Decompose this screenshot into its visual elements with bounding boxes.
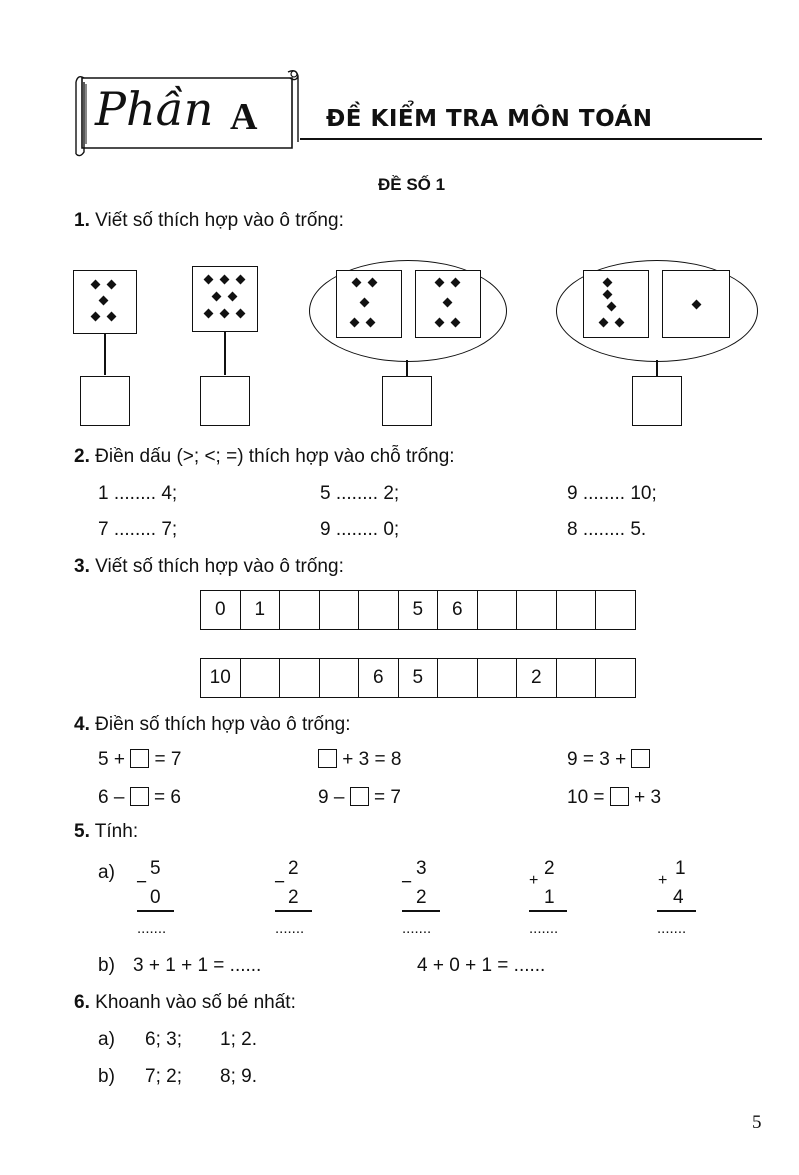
number-cell[interactable]: [280, 659, 320, 697]
equation-left: 9 = 3 +: [567, 749, 632, 770]
equation-left: 6 –: [98, 787, 130, 808]
operator: −: [136, 872, 148, 893]
expression: 4 + 0 + 1 = ......: [417, 955, 546, 976]
dot: [91, 280, 101, 290]
blank-box[interactable]: [350, 787, 369, 806]
blank-box[interactable]: [130, 787, 149, 806]
number-group: 1; 2.: [220, 1029, 257, 1050]
question-number: 6.: [74, 992, 90, 1013]
part-a-label: a): [98, 862, 115, 883]
fill-equation: [98, 749, 181, 771]
connector-line: [656, 360, 658, 376]
question-text: Tính:: [94, 821, 139, 842]
compare-item: 1 ........ 4;: [98, 483, 178, 504]
dice-card: [73, 270, 137, 334]
dot: [368, 278, 378, 288]
fill-equation: [98, 787, 181, 809]
number-row-2: [200, 658, 636, 698]
dot: [350, 318, 360, 328]
operand-top: 2: [544, 858, 555, 879]
number-cell[interactable]: 1: [241, 591, 281, 629]
number-cell[interactable]: [557, 659, 597, 697]
operand-bottom: 4: [673, 887, 684, 908]
blank-box[interactable]: [631, 749, 650, 768]
dot: [603, 278, 613, 288]
number-cell[interactable]: [517, 591, 557, 629]
question-text: Điền số thích hợp vào ô trống:: [95, 714, 351, 735]
question-number: 3.: [74, 556, 90, 577]
number-cell[interactable]: 10: [201, 659, 241, 697]
dot: [451, 278, 461, 288]
question-text: Viết số thích hợp vào ô trống:: [95, 556, 344, 577]
dot: [615, 318, 625, 328]
dot: [435, 318, 445, 328]
operand-bottom: 0: [150, 887, 161, 908]
number-cell[interactable]: [557, 591, 597, 629]
operand-top: 3: [416, 858, 427, 879]
dice-card: [583, 270, 649, 338]
question-5: [74, 821, 138, 843]
dot: [99, 296, 109, 306]
compare-item: 9 ........ 10;: [567, 483, 657, 504]
expression: 3 + 1 + 1 = ......: [133, 955, 262, 976]
question-number: 2.: [74, 446, 90, 467]
answer-box[interactable]: [200, 376, 250, 426]
answer-dots[interactable]: .......: [275, 920, 305, 937]
dot: [91, 312, 101, 322]
compare-item: 5 ........ 2;: [320, 483, 400, 504]
fill-equation: [567, 787, 661, 809]
dot: [220, 275, 230, 285]
operator: −: [274, 872, 286, 893]
dot: [443, 298, 453, 308]
compare-item: 8 ........ 5.: [567, 519, 647, 540]
dot: [236, 309, 246, 319]
equation-right: = 6: [148, 787, 181, 808]
number-group: 6; 3;: [145, 1029, 182, 1050]
question-number: 4.: [74, 714, 90, 735]
dot: [451, 318, 461, 328]
operand-top: 1: [675, 858, 686, 879]
question-number: 5.: [74, 821, 90, 842]
number-group: 7; 2;: [145, 1066, 182, 1087]
dice-card: [336, 270, 402, 338]
dot: [607, 302, 617, 312]
question-4: [74, 714, 351, 736]
blank-box[interactable]: [318, 749, 337, 768]
number-cell[interactable]: 5: [399, 659, 439, 697]
section-script-label: Phần: [95, 82, 214, 136]
operand-bottom: 2: [416, 887, 427, 908]
dot: [107, 312, 117, 322]
dot: [599, 318, 609, 328]
operator: −: [401, 872, 413, 893]
number-cell[interactable]: [478, 591, 518, 629]
number-cell[interactable]: [596, 591, 635, 629]
section-letter: A: [230, 96, 258, 138]
operand-bottom: 1: [544, 887, 555, 908]
answer-box[interactable]: [632, 376, 682, 426]
number-cell[interactable]: 6: [359, 659, 399, 697]
number-cell[interactable]: [596, 659, 635, 697]
dot: [692, 300, 702, 310]
part-b-label: b): [98, 955, 115, 976]
number-cell[interactable]: [320, 659, 360, 697]
equation-left: 9 –: [318, 787, 350, 808]
dice-card: [415, 270, 481, 338]
dot: [228, 292, 238, 302]
question-1: [74, 210, 344, 232]
number-cell[interactable]: 5: [399, 591, 439, 629]
question-text: Viết số thích hợp vào ô trống:: [95, 210, 344, 231]
answer-dots[interactable]: .......: [402, 920, 432, 937]
dot: [366, 318, 376, 328]
connector-line: [406, 360, 408, 376]
number-cell[interactable]: [241, 659, 281, 697]
number-cell[interactable]: 2: [517, 659, 557, 697]
number-cell[interactable]: [478, 659, 518, 697]
compare-item: 7 ........ 7;: [98, 519, 178, 540]
answer-dots[interactable]: .......: [657, 920, 687, 937]
dot: [352, 278, 362, 288]
title-underline: [300, 138, 762, 140]
number-row-1: [200, 590, 636, 630]
number-cell[interactable]: 0: [201, 591, 241, 629]
dice-card: [662, 270, 730, 338]
dot: [107, 280, 117, 290]
part-a-label: a): [98, 1029, 115, 1050]
equation-right: = 7: [368, 787, 401, 808]
answer-box[interactable]: [80, 376, 130, 426]
sum-line: [137, 910, 174, 912]
sum-line: [529, 910, 567, 912]
exam-number: ĐỀ SỐ 1: [378, 175, 446, 194]
operator: +: [658, 872, 668, 889]
connector-line: [104, 333, 106, 375]
question-6: [74, 992, 296, 1014]
equation-right: + 3 = 8: [337, 749, 402, 770]
number-cell[interactable]: [359, 591, 399, 629]
number-cell[interactable]: 6: [438, 591, 478, 629]
fill-equation: [318, 787, 401, 809]
fill-equation: [567, 749, 650, 771]
equation-right: + 3: [628, 787, 662, 808]
compare-item: 9 ........ 0;: [320, 519, 400, 540]
dot: [236, 275, 246, 285]
dot: [204, 275, 214, 285]
question-number: 1.: [74, 210, 90, 231]
page-number: 5: [752, 1112, 762, 1133]
blank-box[interactable]: [610, 787, 629, 806]
dot: [204, 309, 214, 319]
answer-box[interactable]: [382, 376, 432, 426]
question-text: Điền dấu (>; <; =) thích hợp vào chỗ trống:: [95, 446, 455, 467]
answer-dots[interactable]: .......: [137, 920, 167, 937]
answer-dots[interactable]: .......: [529, 920, 559, 937]
number-group: 8; 9.: [220, 1066, 257, 1087]
question-2: [74, 446, 455, 468]
operand-bottom: 2: [288, 887, 299, 908]
number-cell[interactable]: [320, 591, 360, 629]
dot: [212, 292, 222, 302]
equation-left: 10 =: [567, 787, 610, 808]
dot: [220, 309, 230, 319]
blank-box[interactable]: [130, 749, 149, 768]
dot: [435, 278, 445, 288]
equation-left: 5 +: [98, 749, 131, 770]
operator: +: [529, 872, 539, 889]
number-cell[interactable]: [438, 659, 478, 697]
sum-line: [275, 910, 312, 912]
connector-line: [224, 331, 226, 375]
dot: [603, 290, 613, 300]
part-b-label: b): [98, 1066, 115, 1087]
question-3: [74, 556, 344, 578]
fill-equation: [318, 749, 401, 771]
sum-line: [657, 910, 696, 912]
page-title: ĐỀ KIỂM TRA MÔN TOÁN: [326, 106, 653, 132]
number-cell[interactable]: [280, 591, 320, 629]
operand-top: 2: [288, 858, 299, 879]
equation-right: = 7: [149, 749, 182, 770]
dice-card: [192, 266, 258, 332]
sum-line: [402, 910, 440, 912]
question-text: Khoanh vào số bé nhất:: [95, 992, 296, 1013]
operand-top: 5: [150, 858, 161, 879]
dot: [360, 298, 370, 308]
